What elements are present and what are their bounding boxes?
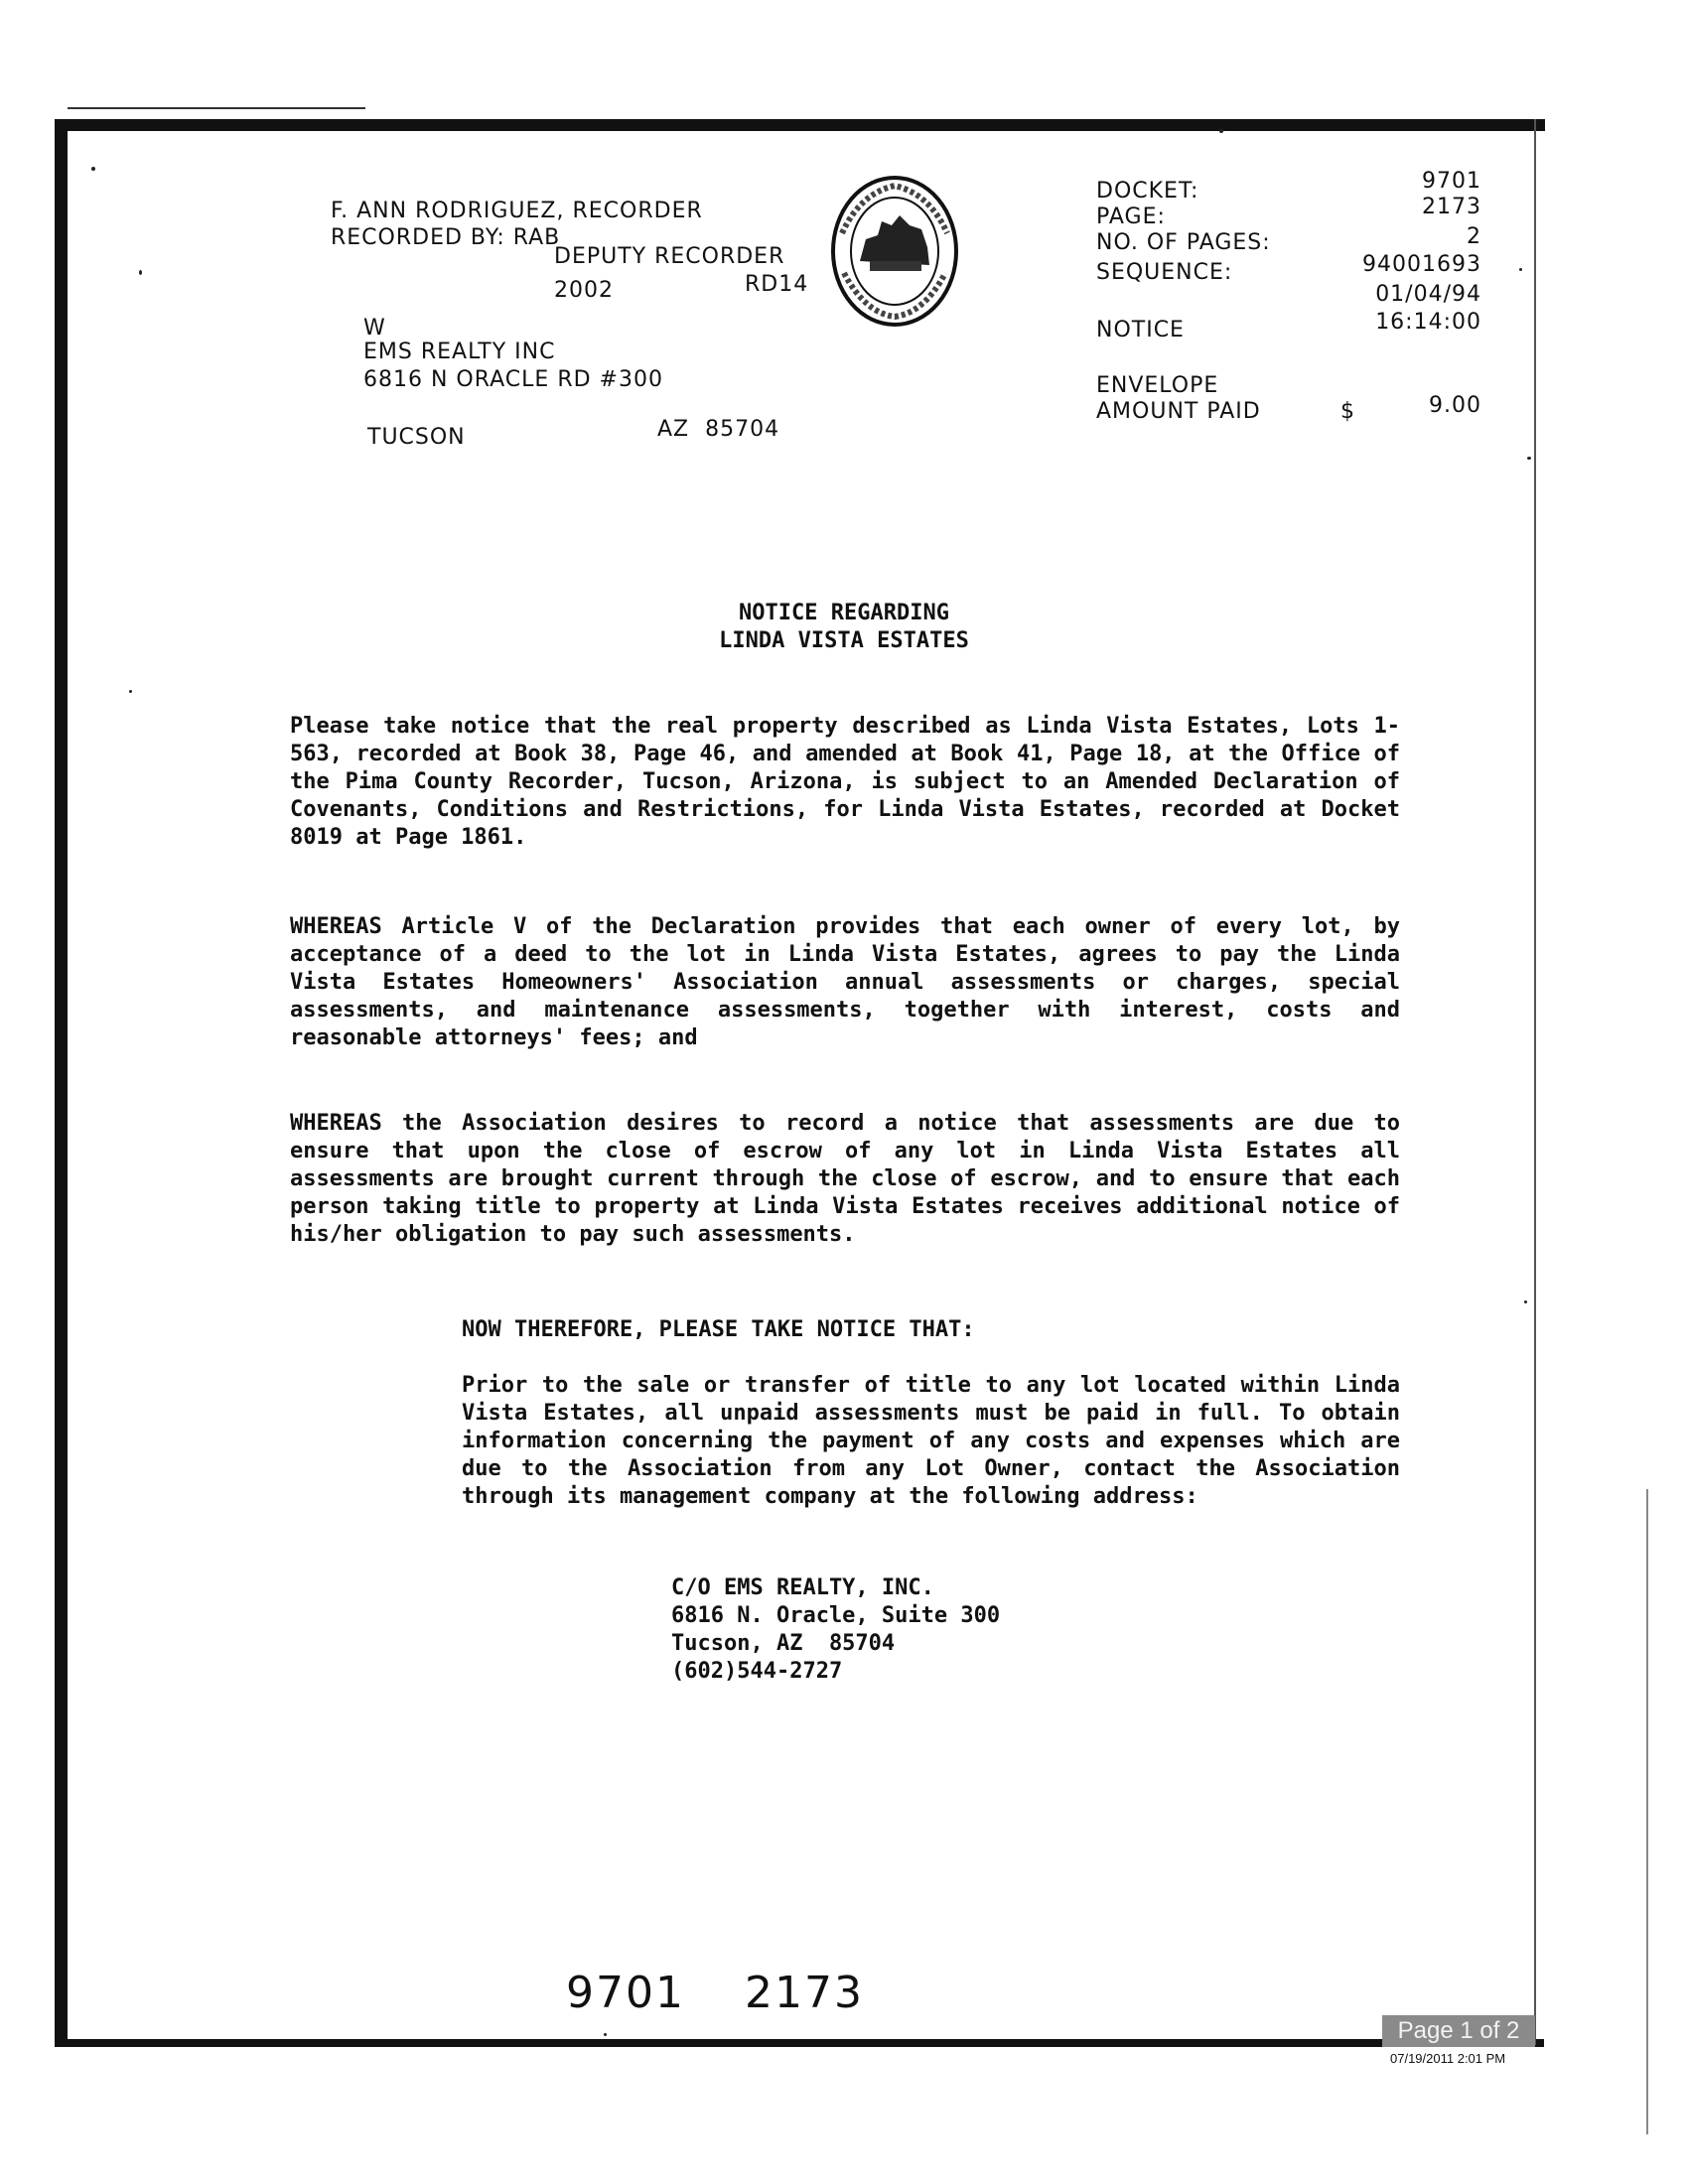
body-paragraph-1: Please take notice that the real property described as Linda Vista Estates, Lots 1-563, recorded at Book 38, Page 46, and amended at Book 41, Page 18, at the Office of the Pima County Recorder, Tucson, Arizona, is subject to an Amended Declaration of Covenants, Conditions and Restrictions, for Linda Vista Estates, recorded at Docket 8019 at Page 1861. xyxy=(290,714,1400,850)
docket-value: 9701 xyxy=(1422,169,1481,194)
body-paragraph-4: Prior to the sale or transfer of title to any lot located within Linda Vista Estates, all unpaid assessments must be paid in full. To obtain information concerning the payment of any costs and expenses which are due to the Association from any Lot Owner, contact the Association through its management company at the following address: xyxy=(462,1373,1400,1509)
body-paragraph-2: WHEREAS Article V of the Declaration provides that each owner of every lot, by acceptance of a deed to the lot in Linda Vista Estates, agrees to pay the Linda Vista Estates Homeowners' Association annual assessments or charges, special assessments, and maintenance assessments, together with interest, costs and reasonable attorneys' fees; and xyxy=(290,914,1400,1050)
scan-speck xyxy=(604,2033,607,2036)
page-value: 2173 xyxy=(1422,195,1481,219)
scan-speck xyxy=(139,270,142,275)
return-state-zip: AZ 85704 xyxy=(657,417,780,442)
county-seal-icon xyxy=(830,174,959,328)
docket-label: DOCKET: xyxy=(1096,179,1199,204)
return-city: TUCSON xyxy=(367,425,466,450)
scan-border-bottom xyxy=(55,2039,1544,2047)
stamp-page: 2173 xyxy=(745,1968,864,2018)
sequence-label: SEQUENCE: xyxy=(1096,260,1233,285)
envelope-label: ENVELOPE xyxy=(1096,373,1219,398)
address-line-1: C/O EMS REALTY, INC. xyxy=(671,1575,934,1600)
currency-symbol: $ xyxy=(1340,399,1355,424)
notice-label: NOTICE xyxy=(1096,318,1185,342)
scan-speck xyxy=(1219,129,1223,133)
deputy-recorder: DEPUTY RECORDER xyxy=(554,244,785,269)
address-line-3: Tucson, AZ 85704 xyxy=(671,1631,896,1656)
pages-label: NO. OF PAGES: xyxy=(1096,230,1271,255)
scan-speck xyxy=(1519,268,1522,271)
address-line-4: (602)544-2727 xyxy=(671,1659,843,1684)
scan-speck xyxy=(91,167,95,171)
return-name: EMS REALTY INC xyxy=(363,340,556,364)
scan-border-right xyxy=(1534,119,1536,2045)
return-marker: W xyxy=(363,316,386,341)
scan-edge-right xyxy=(1646,1489,1648,2134)
address-line-2: 6816 N. Oracle, Suite 300 xyxy=(671,1603,1001,1628)
amount-paid-label: AMOUNT PAID xyxy=(1096,399,1261,424)
scan-speck xyxy=(1527,457,1531,460)
page-indicator: Page 1 of 2 xyxy=(1382,2015,1535,2047)
body-paragraph-3: WHEREAS the Association desires to record a notice that assessments are due to ensure that upon the close of escrow of any lot in Linda Vista Estates all assessments are brought current through the close of escrow, and to ensure that each person taking title to property at Linda Vista Estates receives additional notice of his/her obligation to pay such assessments. xyxy=(290,1111,1400,1247)
sequence-value: 94001693 xyxy=(1362,252,1481,277)
recorder-code-b: RD14 xyxy=(745,272,809,297)
scan-speck xyxy=(1524,1300,1527,1303)
notice-subtitle: LINDA VISTA ESTATES xyxy=(719,628,969,653)
print-timestamp: 07/19/2011 2:01 PM xyxy=(1390,2051,1506,2066)
scan-speck xyxy=(129,690,132,693)
recorder-name: F. ANN RODRIGUEZ, RECORDER xyxy=(331,199,703,223)
pages-value: 2 xyxy=(1467,224,1481,249)
amount-paid-value: 9.00 xyxy=(1429,393,1481,418)
scan-border-top xyxy=(68,119,1545,131)
scan-edge-line xyxy=(68,107,365,109)
scan-border-left xyxy=(55,119,68,2047)
stamp-docket: 9701 xyxy=(566,1968,685,2018)
record-date: 01/04/94 xyxy=(1375,282,1481,307)
recorded-by: RECORDED BY: RAB xyxy=(331,225,561,250)
record-time: 16:14:00 xyxy=(1375,310,1481,335)
page-label: PAGE: xyxy=(1096,205,1166,229)
return-street: 6816 N ORACLE RD #300 xyxy=(363,367,663,392)
notice-title: NOTICE REGARDING xyxy=(739,601,949,625)
recorder-code-a: 2002 xyxy=(554,278,614,303)
notice-heading: NOW THEREFORE, PLEASE TAKE NOTICE THAT: xyxy=(462,1317,975,1342)
